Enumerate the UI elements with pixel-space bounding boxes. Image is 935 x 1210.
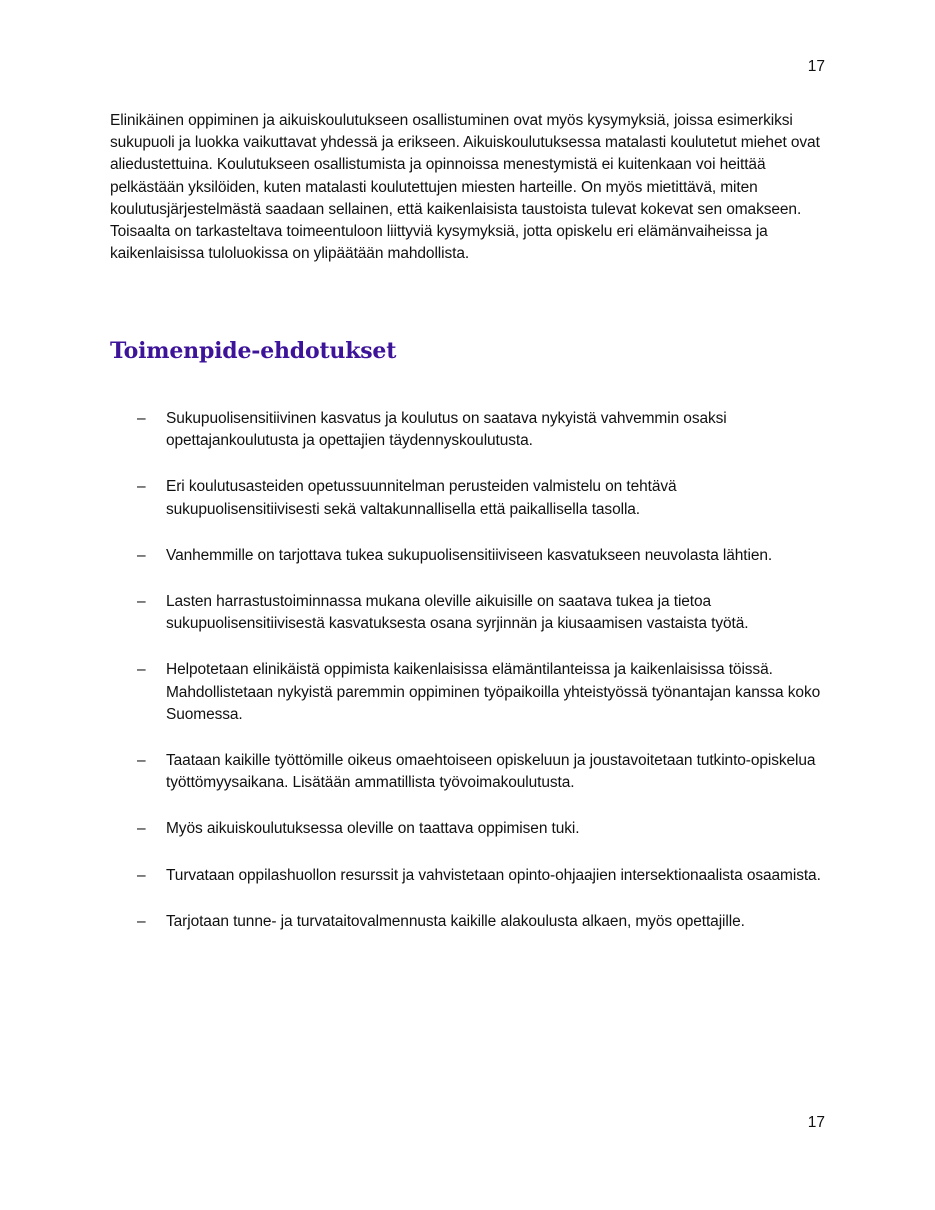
list-bullet: – (137, 820, 146, 838)
list-bullet: – (137, 593, 146, 611)
list-item-text: Lasten harrastustoiminnassa mukana oleville aikuisille on saatava tukea ja tietoa sukupuolisensitiivisestä kasvatuksesta osana syrjinnän ja kiusaamisen vastaista työtä. (166, 593, 749, 633)
page-number-bottom: 17 (807, 1114, 825, 1131)
list-item (110, 476, 830, 520)
section-heading: Toimenpide-ehdotukset (110, 338, 397, 364)
intro-paragraph: Elinikäinen oppiminen ja aikuiskoulutukseen osallistuminen ovat myös kysymyksiä, joissa esimerkiksi sukupuoli ja luokka vaikuttavat yhdessä ja erikseen. Aikuiskoulutuksessa matalasti koulutetut miehet ovat aliedustettuina. Koulutukseen osallistumista ja opinnoissa menestymistä ei kuitenkaan voi heittää pelkästään yksilöiden, kuten matalasti koulutettujen miesten harteille. On myös mietittävä, miten koulutusjärjestelmästä saadaan sellainen, että kaikenlaisista taustoista tulevat kokevat sen omakseen. Toisaalta on tarkasteltava toimeentuloon liittyviä kysymyksiä, jotta opiskelu eri elämänvaiheissa ja kaikenlaisissa tuloluokissa on ylipäätään mahdollista. (110, 112, 820, 263)
list-item (110, 591, 830, 635)
list-bullet: – (137, 752, 146, 770)
page-number-top: 17 (807, 58, 825, 75)
recommendations-list (110, 408, 830, 933)
list-bullet: – (137, 661, 146, 679)
list-item-text: Myös aikuiskoulutuksessa oleville on taattava oppimisen tuki. (166, 820, 580, 838)
list-item-text: Vanhemmille on tarjottava tukea sukupuolisensitiiviseen kasvatukseen neuvolasta lähtien. (166, 546, 773, 564)
list-item-text: Taataan kaikille työttömille oikeus omaehtoiseen opiskeluun ja joustavoitetaan tutkinto-opiskelua työttömyysaikana. Lisätään ammatillista työvoimakoulutusta. (166, 752, 816, 792)
list-item (110, 659, 830, 726)
list-bullet: – (137, 546, 146, 564)
list-item-text: Eri koulutusasteiden opetussuunnitelman perusteiden valmistelu on tehtävä sukupuolisensitiivisesti sekä valtakunnallisella että paikallisella tasolla. (166, 478, 677, 518)
list-item-text: Helpotetaan elinikäistä oppimista kaikenlaisissa elämäntilanteissa ja kaikenlaisissa töissä. Mahdollistetaan nykyistä paremmin oppiminen työpaikoilla yhteistyössä työnantajan kanssa koko Suomessa. (166, 661, 821, 723)
list-bullet: – (137, 478, 146, 496)
list-item-text: Tarjotaan tunne- ja turvataitovalmennusta kaikille alakoulusta alkaen, myös opettajille. (166, 912, 745, 930)
list-item (110, 408, 830, 452)
list-item (110, 750, 830, 794)
list-item-text: Turvataan oppilashuollon resurssit ja vahvistetaan opinto-ohjaajien intersektionaalista osaamista. (166, 866, 821, 884)
list-item (110, 911, 830, 933)
list-bullet: – (137, 866, 146, 884)
list-bullet: – (137, 912, 146, 930)
list-bullet: – (137, 410, 146, 427)
list-item (110, 865, 830, 887)
list-item-text: Sukupuolisensitiivinen kasvatus ja koulutus on saatava nykyistä vahvemmin osaksi opettajankoulutusta ja opettajien täydennyskoulutusta. (166, 410, 727, 450)
list-item (110, 818, 830, 840)
list-item (110, 545, 830, 567)
